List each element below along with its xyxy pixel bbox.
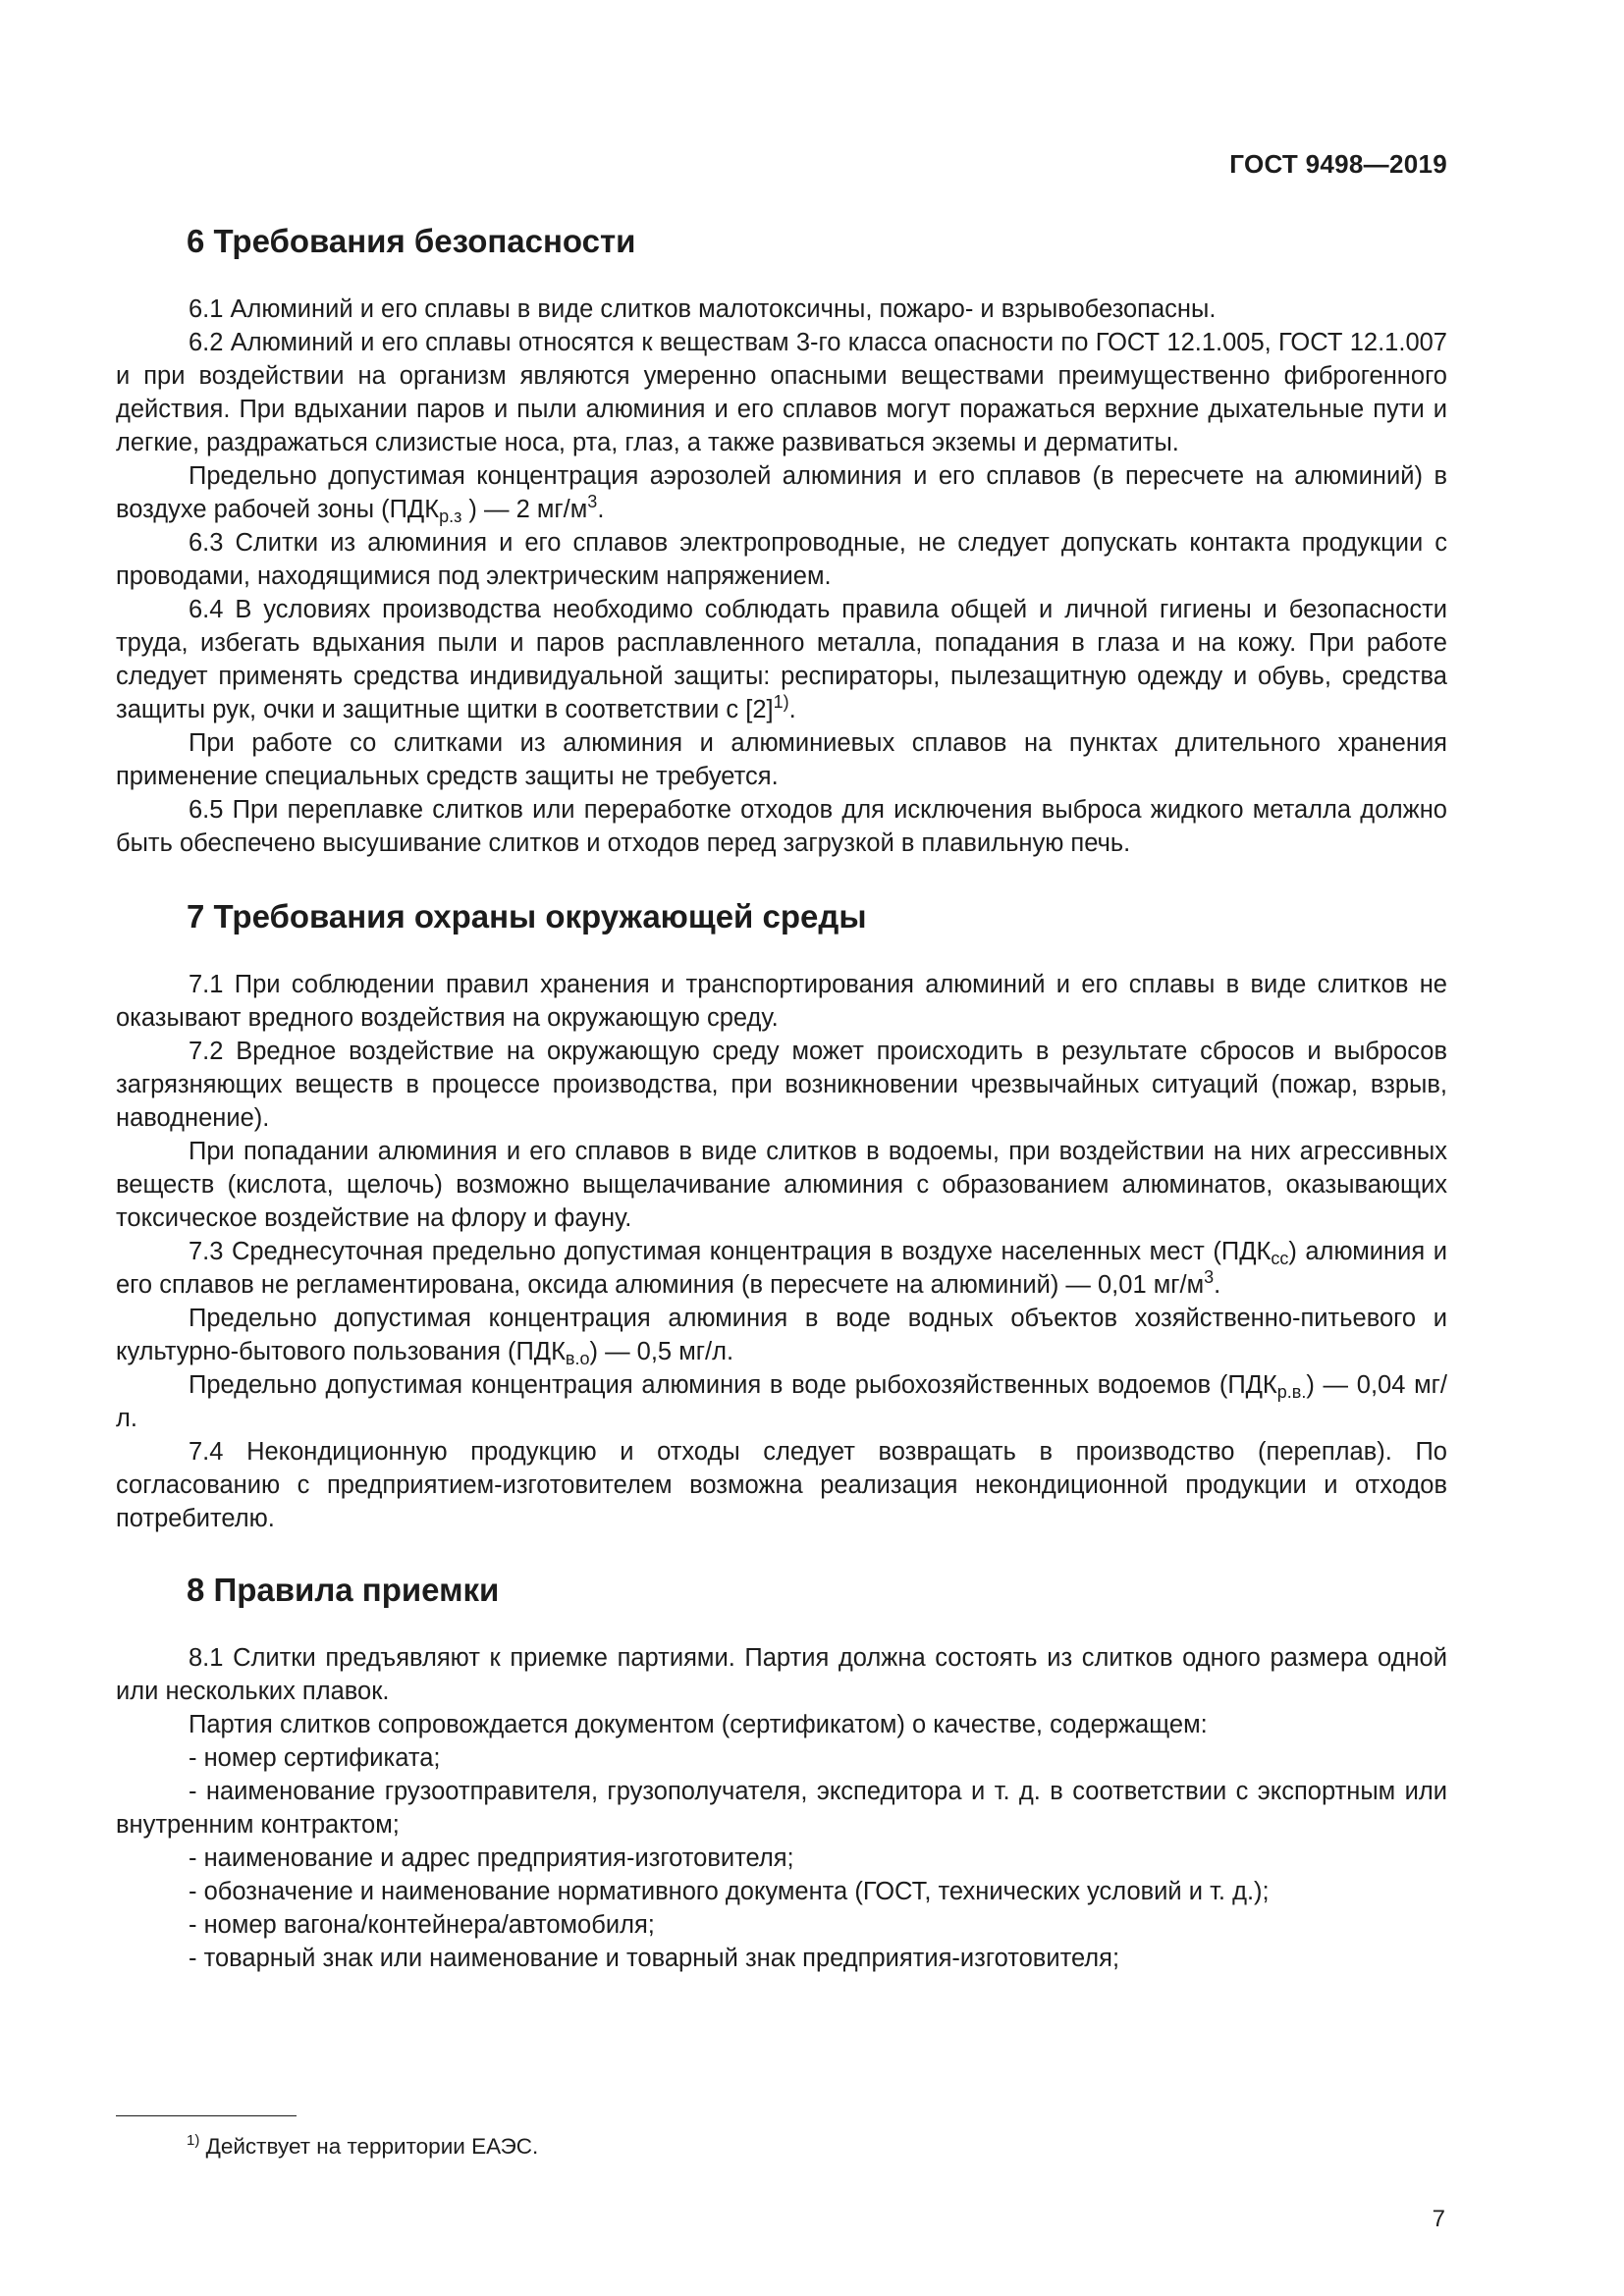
list-item: - обозначение и наименование нормативного документа (ГОСТ, технических условий и т. д.); (189, 1878, 1270, 1905)
paragraph-7-3-fishery (116, 1368, 1447, 1435)
paragraph-8-1-certificate: Партия слитков сопровождается документом (сертификатом) о качестве, содержащем: (189, 1711, 1208, 1738)
paragraph-6-2: 6.2 Алюминий и его сплавы относятся к веществам 3-го класса опасности по ГОСТ 12.1.005, ГОСТ 12.1.007 и при воздействии на организм являются умеренно опасными веществами преимущественно фиброгенного действия. При вдыхании паров и пыли алюминия и его сплавов могут поражаться верхние дыхательные пути и легкие, раздражаться слизистые носа, рта, глаз, а также развиваться экземы и дерматиты. (116, 329, 1447, 456)
text: 7.3 Среднесуточная предельно допустимая концентрация в воздухе населенных мест (ПДК (189, 1238, 1272, 1265)
subscript: в.о (565, 1349, 590, 1368)
superscript: 3 (1204, 1267, 1215, 1287)
section-8-heading: 8 Правила приемки (187, 1572, 500, 1608)
text: ) — 0,04 мг/л. (116, 1371, 1448, 1432)
text: . (1214, 1271, 1221, 1299)
paragraph-6-5: 6.5 При переплавке слитков или переработке отходов для исключения выброса жидкого металла должно быть обеспечено высушивание слитков и отходов перед загрузкой в плавильную печь. (116, 796, 1447, 857)
footnote-ref: 1) (773, 692, 789, 712)
text: Предельно допустимая концентрация аэрозолей алюминия и его сплавов (в пересчете на алюминий) в воздухе рабочей зоны (ПДК (116, 462, 1447, 523)
text: Предельно допустимая концентрация алюминия в воде водных объектов хозяйственно-питьевого и культурно-бытового пользования (ПДК (116, 1305, 1447, 1365)
superscript: 3 (587, 492, 598, 511)
paragraph-7-3-drinking (116, 1302, 1447, 1368)
paragraph-6-4-storage: При работе со слитками из алюминия и алюминиевых сплавов на пунктах длительного хранения применение специальных средств защиты не требуется. (116, 729, 1447, 790)
subscript: р.з (439, 507, 462, 526)
list-item: - номер сертификата; (189, 1744, 441, 1772)
page-number: 7 (1432, 2206, 1445, 2232)
subscript: сс (1271, 1249, 1289, 1268)
footnote-text: Действует на территории ЕАЭС. (205, 2134, 539, 2159)
text: ) алюминия и его сплавов не регламентирована, оксида алюминия (в пересчете на алюминий) — 0,01 мг/м (116, 1238, 1447, 1299)
page-content (116, 220, 1447, 1975)
text: . (597, 496, 605, 523)
paragraph-7-2: 7.2 Вредное воздействие на окружающую среду может происходить в результате сбросов и выбросов загрязняющих веществ в процессе производства, при возникновении чрезвычайных ситуаций (пожар, взрыв, наводнение). (116, 1038, 1447, 1132)
document-code: ГОСТ 9498—2019 (1229, 149, 1447, 179)
paragraph-7-1: 7.1 При соблюдении правил хранения и транспортирования алюминий и его сплавы в виде слитков не оказывают вредного воздействия на окружающую среду. (116, 971, 1447, 1032)
text: ) — 2 мг/м (461, 496, 588, 523)
paragraph-7-4: 7.4 Некондиционную продукцию и отходы следует возвращать в производство (переплав). По согласованию с предприятием-изготовителем возможна реализация некондиционной продукции и отходов потребителю. (116, 1438, 1447, 1532)
list-item: - наименование и адрес предприятия-изготовителя; (189, 1844, 794, 1872)
paragraph-7-2-water: При попадании алюминия и его сплавов в виде слитков в водоемы, при воздействии на них агрессивных веществ (кислота, щелочь) возможно выщелачивание алюминия с образованием алюминатов, оказывающих токсическое воздействие на флору и фауну. (116, 1138, 1447, 1232)
text: Предельно допустимая концентрация алюминия в воде рыбохозяйственных водоемов (ПДК (189, 1371, 1277, 1399)
paragraph-6-4 (116, 593, 1447, 726)
list-item: - товарный знак или наименование и товарный знак предприятия-изготовителя; (189, 1945, 1120, 1972)
list-item: - номер вагона/контейнера/автомобиля; (189, 1911, 655, 1939)
list-item: - наименование грузоотправителя, грузополучателя, экспедитора и т. д. в соответствии с экспортным или внутренним контрактом; (116, 1778, 1447, 1839)
footnote-divider (116, 2115, 297, 2116)
footnote-mark: 1) (187, 2132, 200, 2149)
text: . (788, 696, 796, 723)
paragraph-7-3 (116, 1235, 1447, 1302)
text: 6.4 В условиях производства необходимо соблюдать правила общей и личной гигиены и безопасности труда, избегать вдыхания пыли и паров расплавленного металла, попадания в глаза и на кожу. При работе следует применять средства индивидуальной защиты: респираторы, пылезащитную одежду и обувь, средства защиты рук, очки и защитные щитки в соответствии с [2] (116, 596, 1447, 723)
paragraph-6-2-limit (116, 459, 1447, 526)
paragraph-6-1: 6.1 Алюминий и его сплавы в виде слитков малотоксичны, пожаро- и взрывобезопасны. (189, 295, 1217, 323)
paragraph-8-1: 8.1 Слитки предъявляют к приемке партиями. Партия должна состоять из слитков одного размера одной или нескольких плавок. (116, 1644, 1447, 1705)
footnote (187, 2132, 538, 2162)
text: ) — 0,5 мг/л. (589, 1338, 734, 1365)
paragraph-6-3: 6.3 Слитки из алюминия и его сплавов электропроводные, не следует допускать контакта продукции с проводами, находящимися под электрическим напряжением. (116, 529, 1447, 590)
subscript: р.в. (1276, 1382, 1307, 1402)
section-7-heading: 7 Требования охраны окружающей среды (187, 898, 867, 934)
section-6-heading: 6 Требования безопасности (187, 223, 636, 259)
